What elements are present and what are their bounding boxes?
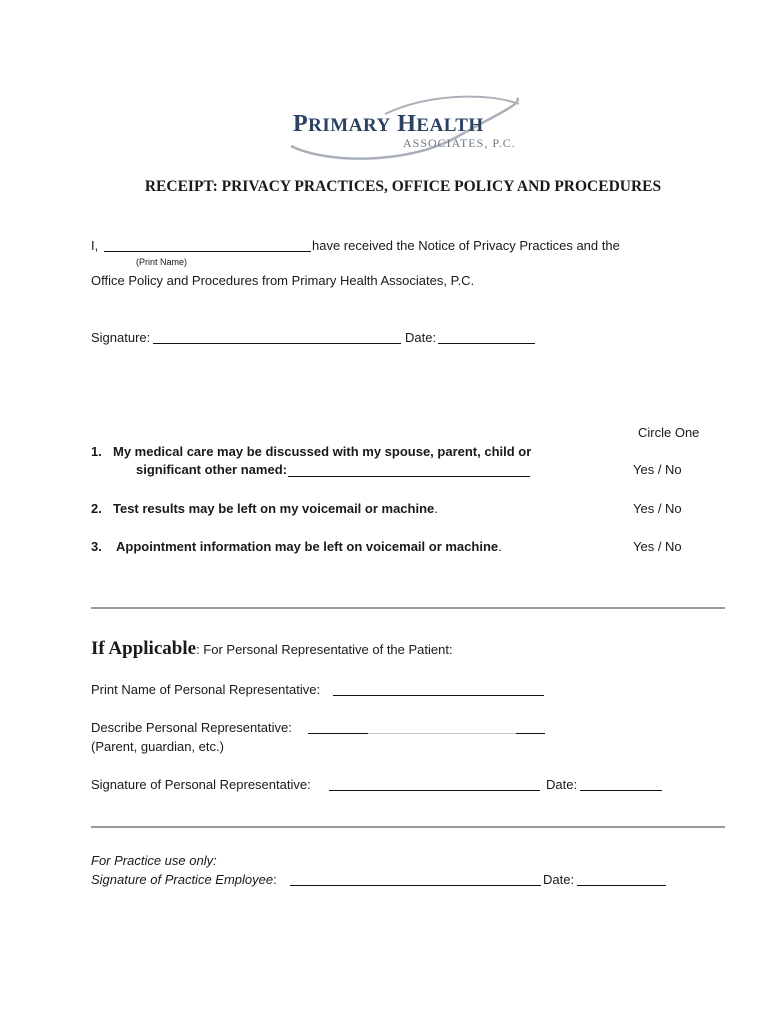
- practice-signature-row: [91, 872, 277, 888]
- date-field[interactable]: [438, 343, 535, 344]
- practice-heading: For Practice use only:: [91, 853, 217, 868]
- rep-signature-field[interactable]: [329, 790, 540, 791]
- rep-describe-field-end[interactable]: [516, 733, 545, 734]
- item-1-text-line2: significant other named:: [136, 462, 287, 477]
- item-3-period: .: [498, 539, 502, 554]
- item-3-choice[interactable]: Yes / No: [633, 539, 682, 554]
- rep-signature-label: Signature of Personal Representative:: [91, 777, 311, 792]
- item-3-number: 3.: [91, 539, 102, 554]
- rep-print-name-label: Print Name of Personal Representative:: [91, 682, 321, 697]
- item-2-row: [113, 501, 438, 517]
- form-title: RECEIPT: PRIVACY PRACTICES, OFFICE POLICY AND PROCEDURES: [144, 178, 662, 195]
- rep-describe-field-faint[interactable]: [368, 733, 516, 734]
- signature-label: Signature:: [91, 330, 151, 345]
- if-applicable-heading: If Applicable: [91, 638, 197, 659]
- logo-subtitle: ASSOCIATES, P.C.: [403, 136, 516, 150]
- item-2-choice[interactable]: Yes / No: [633, 501, 682, 516]
- significant-other-field[interactable]: [288, 476, 530, 477]
- rep-describe-hint: (Parent, guardian, etc.): [91, 739, 224, 754]
- circle-one-header: Circle One: [638, 425, 700, 440]
- rep-date-field[interactable]: [580, 790, 662, 791]
- practice-signature-label: Signature of Practice Employee: [91, 872, 274, 887]
- rep-describe-label: Describe Personal Representative:: [91, 720, 292, 735]
- intro-line2: Office Policy and Procedures from Primary Health Associates, P.C.: [91, 273, 475, 288]
- practice-date-field[interactable]: [577, 885, 666, 886]
- rep-print-name-field[interactable]: [333, 695, 544, 696]
- date-label: Date:: [405, 330, 437, 345]
- logo-letter: P: [293, 111, 309, 137]
- practice-date-label: Date:: [543, 872, 575, 887]
- practice-signature-field[interactable]: [290, 885, 541, 886]
- representative-heading-rest: : For Personal Representative of the Patient:: [196, 642, 453, 657]
- logo-letters: RIMARY: [308, 115, 391, 136]
- intro-suffix: have received the Notice of Privacy Practices and the: [312, 238, 620, 253]
- item-1-number: 1.: [91, 444, 102, 459]
- logo-letters: EALTH: [416, 115, 484, 136]
- item-3-row: [116, 539, 502, 555]
- item-2-number: 2.: [91, 501, 102, 516]
- logo-letter: H: [397, 111, 417, 137]
- item-2-period: .: [434, 501, 438, 516]
- signature-field[interactable]: [153, 343, 401, 344]
- print-name-caption: (Print Name): [136, 257, 188, 267]
- item-1-choice[interactable]: Yes / No: [633, 462, 682, 477]
- section-divider: [91, 607, 725, 609]
- rep-describe-field[interactable]: [308, 733, 368, 734]
- section-divider-2: [91, 826, 725, 828]
- rep-date-label: Date:: [546, 777, 578, 792]
- item-2-text: Test results may be left on my voicemail or machine: [113, 501, 435, 516]
- logo-wordmark: [293, 112, 484, 138]
- item-3-text: Appointment information may be left on voicemail or machine: [116, 539, 499, 554]
- item-1-text: My medical care may be discussed with my spouse, parent, child or: [113, 444, 532, 459]
- print-name-field[interactable]: [104, 251, 311, 252]
- practice-logo: [287, 94, 527, 160]
- practice-colon: :: [273, 872, 277, 887]
- representative-heading-row: [91, 638, 453, 661]
- intro-prefix: I,: [91, 238, 99, 253]
